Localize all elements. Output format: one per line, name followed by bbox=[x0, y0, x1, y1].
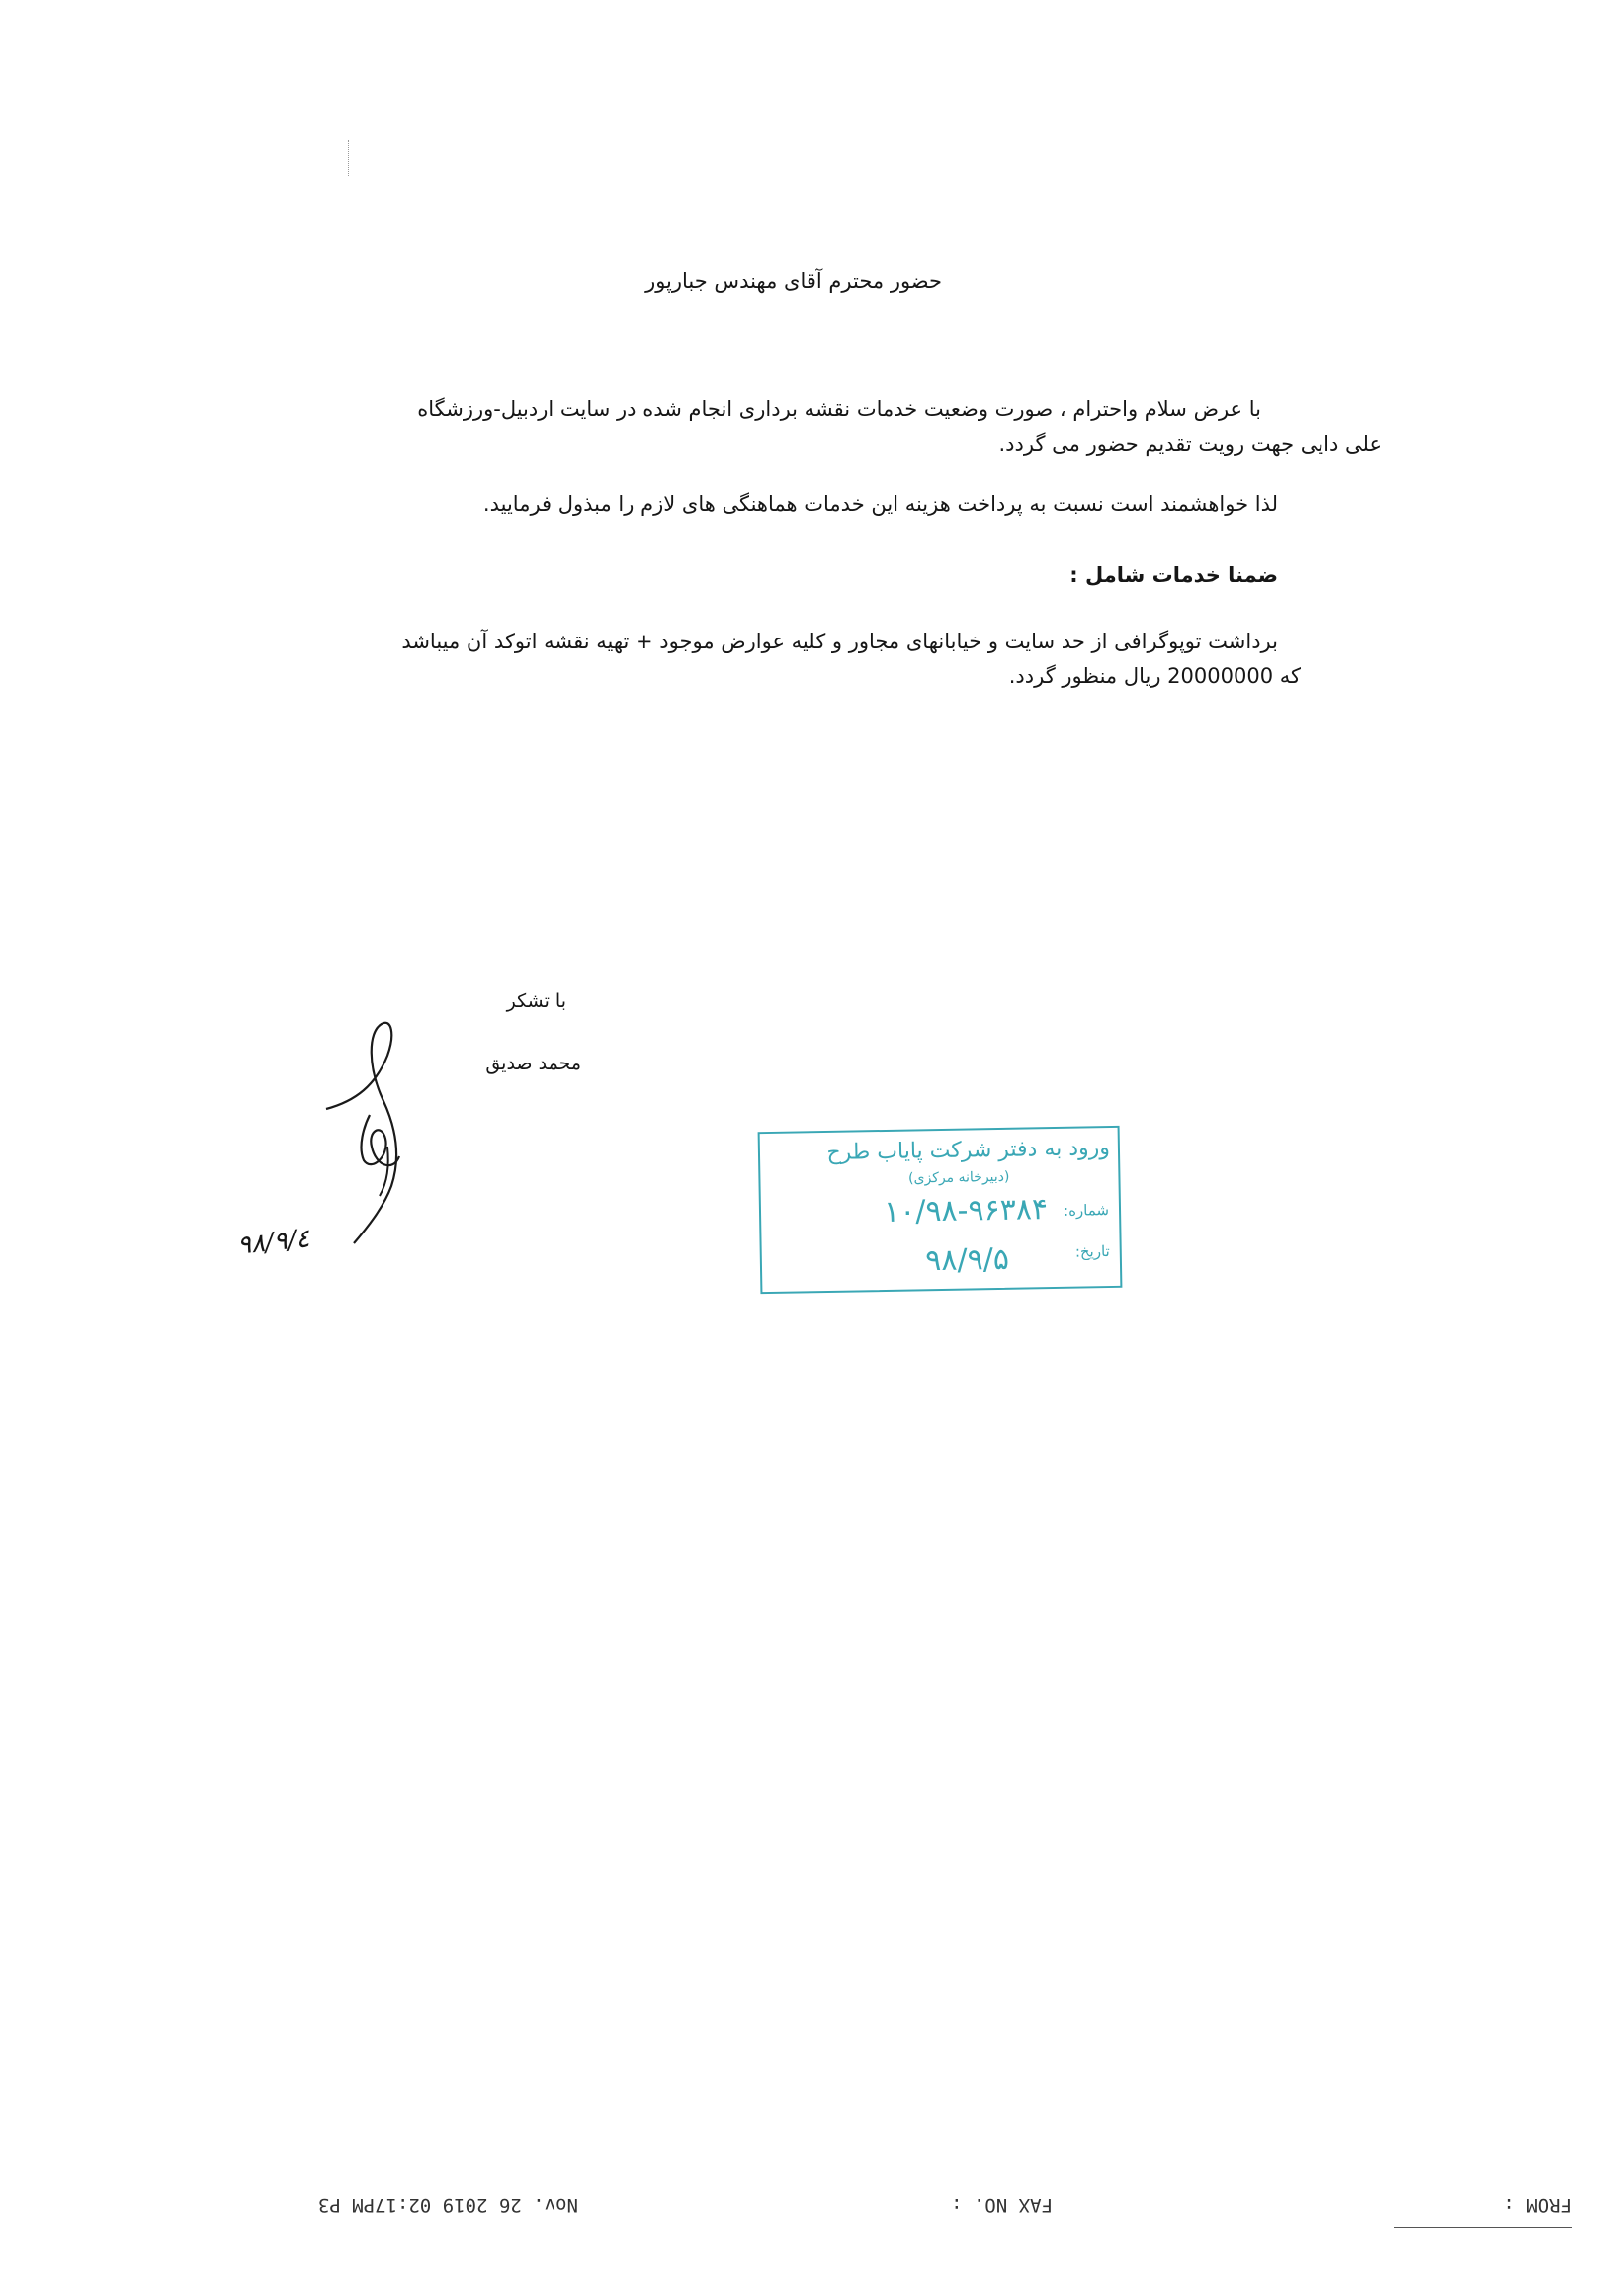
fax-header-rule bbox=[1394, 2227, 1572, 2228]
paragraph-2: لذا خواهشمند است نسبت به پرداخت هزینه این خدمات هماهنگی های لازم را مبذول فرمایید. bbox=[482, 492, 1278, 516]
stamp-title: ورود به دفتر شرکت پایاب طرح bbox=[826, 1135, 1111, 1165]
signer-name: محمد صدیق bbox=[485, 1053, 581, 1074]
fax-number: FAX NO. : bbox=[951, 2194, 1053, 2216]
fax-from: FROM : bbox=[1503, 2194, 1572, 2216]
paragraph-1-line-1: با عرض سلام واحترام ، صورت وضعیت خدمات نقشه برداری انجام شده در سایت اردبیل-ورزشگاه bbox=[417, 397, 1261, 421]
signature-date: ۹۸/۹/٤ bbox=[235, 1224, 311, 1261]
stamp-number-label: شماره: bbox=[1063, 1201, 1110, 1220]
stamp-date-value: ۹۸/۹/۵ bbox=[924, 1241, 1010, 1279]
stamp-subtitle: (دبیرخانه مرکزی) bbox=[907, 1168, 1010, 1187]
paragraph-1-line-2: علی دایی جهت رویت تقدیم حضور می گردد. bbox=[998, 432, 1382, 456]
services-heading: ضمنا خدمات شامل : bbox=[1069, 563, 1278, 587]
stamp-number-value: ۱۰/۹۸-۹۶۳۸۴ bbox=[883, 1192, 1049, 1230]
letter-salutation: حضور محترم آقای مهندس جبارپور bbox=[645, 269, 942, 293]
fax-header bbox=[148, 2184, 1572, 2224]
paragraph-3-line-2: که 20000000 ریال منظور گردد. bbox=[1008, 664, 1301, 688]
fax-timestamp: Nov. 26 2019 02:17PM P3 bbox=[317, 2194, 578, 2216]
stamp-date-label: تاریخ: bbox=[1074, 1242, 1110, 1261]
letter-closing: با تشکر bbox=[506, 990, 566, 1012]
handwritten-signature bbox=[297, 998, 435, 1265]
margin-mark bbox=[348, 140, 350, 176]
paragraph-3-line-1: برداشت توپوگرافی از حد سایت و خیابانهای مجاور و کلیه عوارض موجود + تهیه نقشه اتوکد آن میباشد bbox=[401, 630, 1278, 653]
received-stamp bbox=[758, 1126, 1123, 1294]
